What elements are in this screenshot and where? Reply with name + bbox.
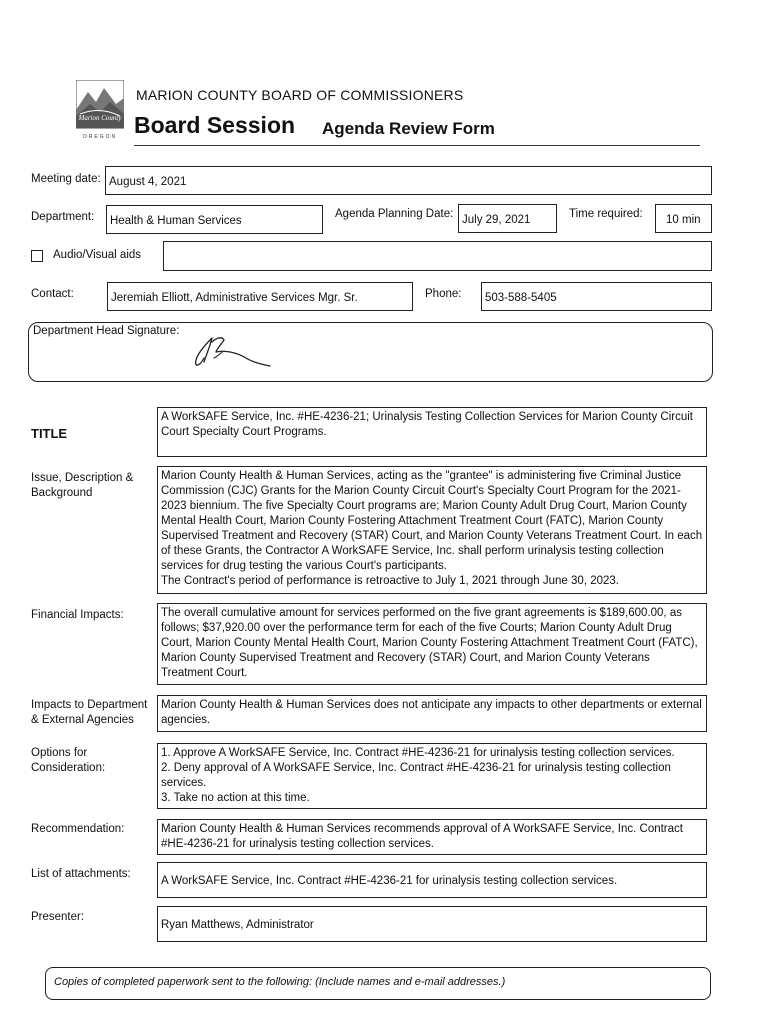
title-field[interactable]: A WorkSAFE Service, Inc. #HE-4236-21; Urinalysis Testing Collection Services for Marion County Circuit Court Specialty Court Programs. bbox=[157, 407, 707, 457]
attachments-label: List of attachments: bbox=[31, 868, 131, 880]
contact-label: Contact: bbox=[31, 288, 74, 300]
recommendation-label: Recommendation: bbox=[31, 823, 125, 835]
meeting-date-label: Meeting date: bbox=[31, 173, 101, 185]
time-required-label: Time required: bbox=[569, 208, 643, 220]
header-divider bbox=[134, 145, 700, 146]
audio-visual-label: Audio/Visual aids bbox=[53, 249, 142, 261]
presenter-label: Presenter: bbox=[31, 911, 85, 923]
audio-visual-checkbox[interactable] bbox=[31, 250, 43, 262]
issue-field[interactable]: Marion County Health & Human Services, acting as the "grantee" is administering five Criminal Justice Commission (CJC) Grants for the Marion County Circuit Court's Specialty Court Program for the 2021-2023 biennium. The five Specialty Court programs are; Marion County Adult Drug Court, Marion County Mental Health Court, Marion County Fostering Attachment Treatment Court (FATC), Marion County Supervised Treatment and Recovery (STAR) Court, and Marion County Veterans Treatment Court. In each of these Grants, the Contractor A WorkSAFE Service, Inc. shall perform urinalysis testing collection services for drug testing the various Court's participants. The Contract's period of performance is retroactive to July 1, 2021 through June 30, 2023. bbox=[157, 466, 707, 594]
financial-impacts-field[interactable]: The overall cumulative amount for services performed on the five grant agreements is $189,600.00, as follows; $37,920.00 over the performance term for each of the five Courts; Marion County Adult Drug Court, Marion County Mental Health Court, Marion County Fostering Attachment Treatment Court (FATC), Marion County Supervised Treatment and Recovery (STAR) Court, and Marion County Veterans Treatment Court. bbox=[157, 603, 707, 685]
org-name: MARION COUNTY BOARD OF COMMISSIONERS bbox=[136, 87, 464, 103]
attachments-field[interactable]: A WorkSAFE Service, Inc. Contract #HE-4236-21 for urinalysis testing collection services. bbox=[157, 862, 707, 898]
county-logo bbox=[76, 80, 124, 140]
options-label: Options for Consideration: bbox=[31, 747, 106, 774]
department-field[interactable]: Health & Human Services bbox=[106, 205, 323, 234]
agenda-planning-date-field[interactable]: July 29, 2021 bbox=[458, 204, 557, 233]
time-required-field[interactable]: 10 min bbox=[655, 204, 712, 233]
logo-text: Marion County bbox=[78, 114, 122, 122]
options-field[interactable]: 1. Approve A WorkSAFE Service, Inc. Contract #HE-4236-21 for urinalysis testing collection services. 2. Deny approval of A WorkSAFE Service, Inc. Contract #HE-4236-21 for urinalysis testing collection services. 3. Take no action at this time. bbox=[157, 743, 707, 809]
department-label: Department: bbox=[31, 211, 95, 223]
impacts-field[interactable]: Marion County Health & Human Services does not anticipate any impacts to other departments or external agencies. bbox=[157, 695, 707, 732]
financial-impacts-label: Financial Impacts: bbox=[31, 609, 124, 621]
copies-note: Copies of completed paperwork sent to the following: (Include names and e-mail addresses.) bbox=[54, 976, 506, 988]
impacts-label: Impacts to Department & External Agencies bbox=[31, 699, 148, 726]
page-subtitle: Agenda Review Form bbox=[322, 119, 495, 138]
logo-subtext: OREGON bbox=[82, 134, 118, 140]
title-label: TITLE bbox=[31, 426, 68, 441]
page-title: Board Session bbox=[134, 112, 296, 138]
presenter-field[interactable]: Ryan Matthews, Administrator bbox=[157, 906, 707, 942]
signature-label: Department Head Signature: bbox=[33, 325, 180, 337]
contact-field[interactable]: Jeremiah Elliott, Administrative Services Mgr. Sr. bbox=[107, 282, 413, 311]
meeting-date-field[interactable]: August 4, 2021 bbox=[105, 166, 712, 195]
issue-label: Issue, Description & Background bbox=[31, 472, 134, 499]
recommendation-field[interactable]: Marion County Health & Human Services recommends approval of A WorkSAFE Service, Inc. Contract #HE-4236-21 for urinalysis testing collection services. bbox=[157, 819, 707, 855]
handwritten-signature bbox=[190, 328, 280, 370]
phone-label: Phone: bbox=[425, 288, 462, 300]
phone-field[interactable]: 503-588-5405 bbox=[481, 282, 712, 311]
audio-visual-field[interactable] bbox=[163, 241, 712, 271]
agenda-planning-date-label: Agenda Planning Date: bbox=[335, 208, 454, 220]
